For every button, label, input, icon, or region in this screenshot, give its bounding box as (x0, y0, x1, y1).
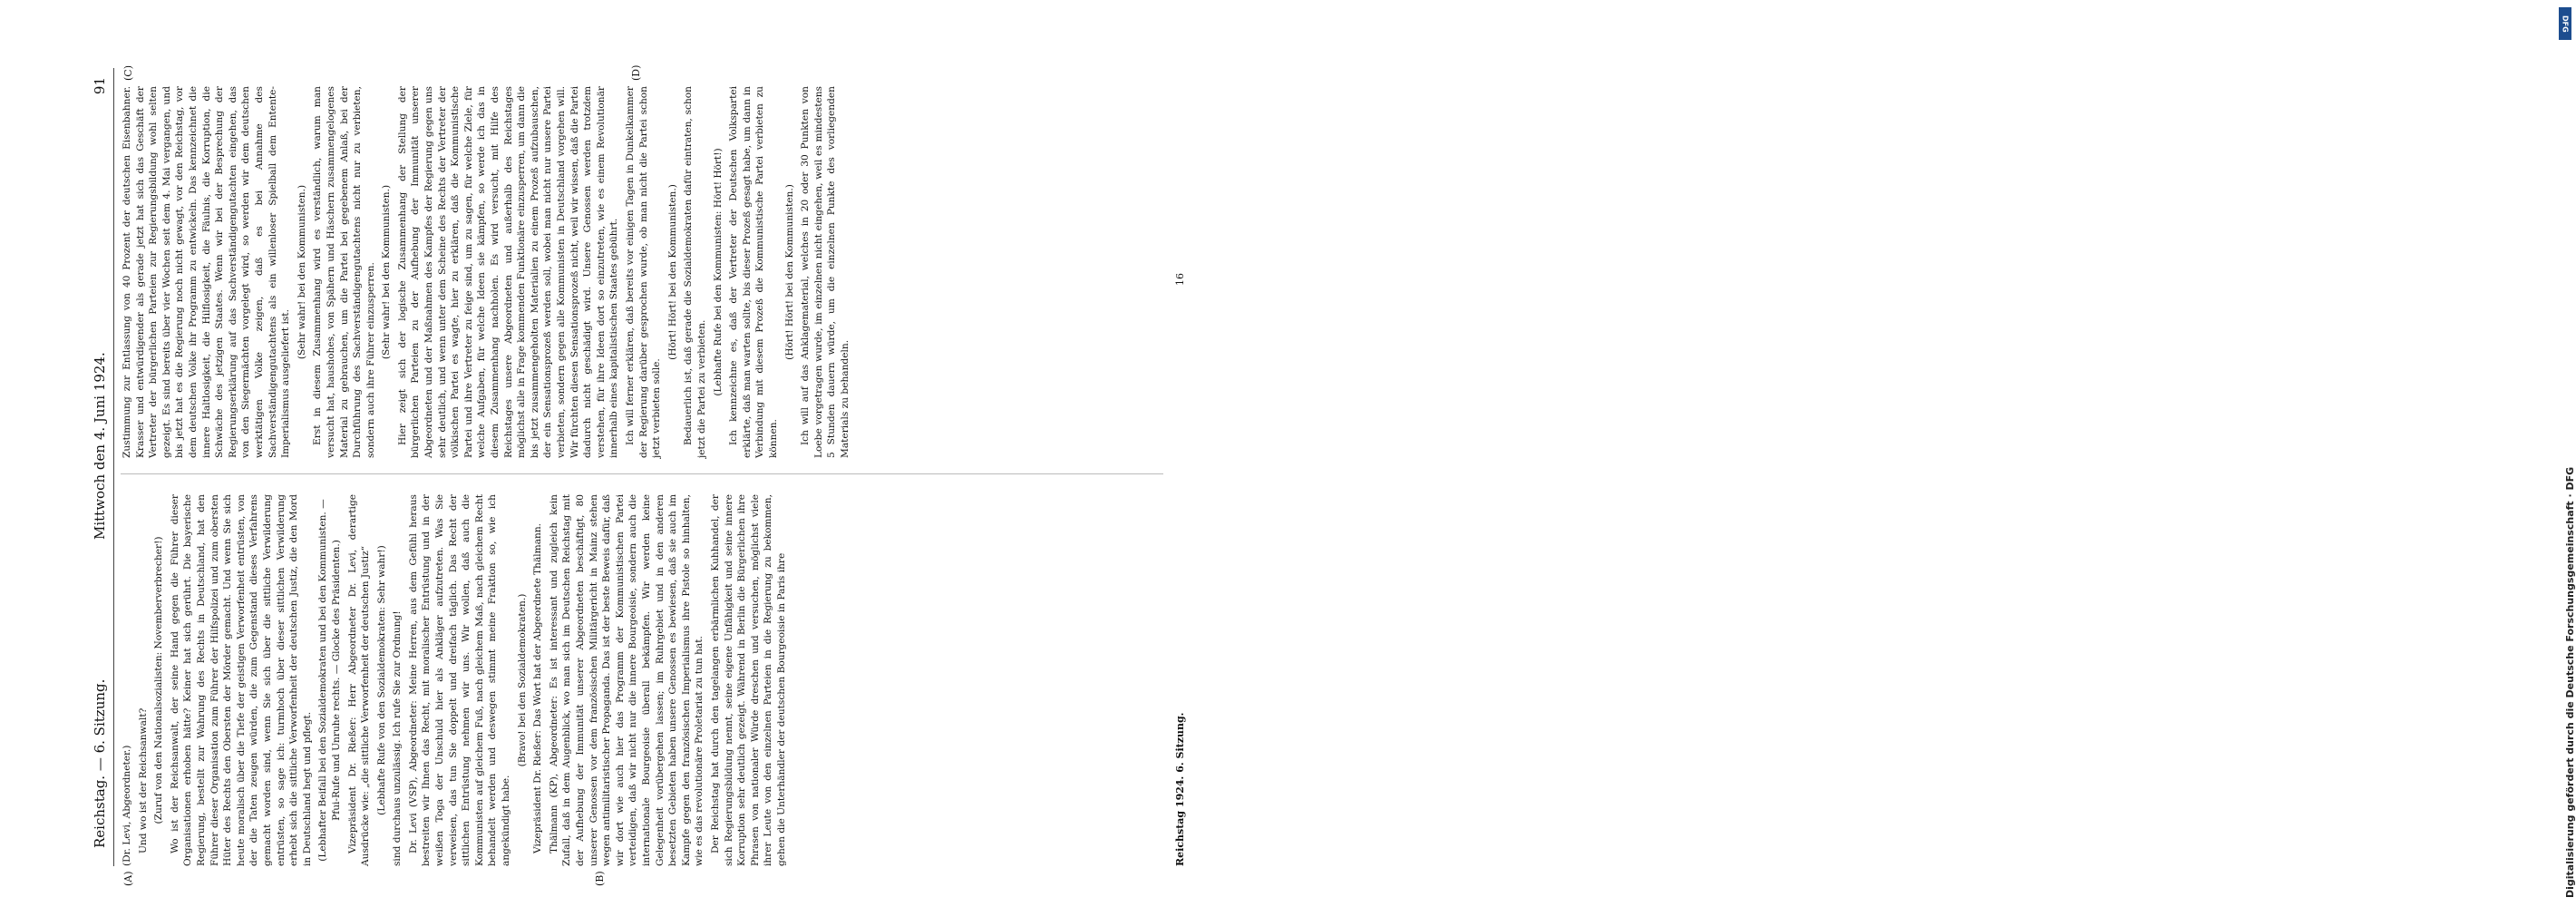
paragraph: Der Reichstag hat durch den tagelangen erbärmlichen Kuhhandel, der sich Regierungsbildung nennt, seine eigene Unfähigkeit und seine innere Korruption sehr deutlich gezeigt. Während in Berlin die Bürgerlichen ihre Phrasen von nationaler Würde dreschen und versuchen, möglichst viele ihrer Leute von den einzelnen Parteien in die Regierung zu bekommen, gehen die Unterhändler der deutschen Bourgeoisie in Paris ihre (709, 494, 787, 866)
interjection: (Zuruf von den Nationalsozialisten: Novemberverbrecher!) (153, 536, 165, 824)
credit-strip (1273, 0, 2576, 907)
marker-a: (A) (122, 871, 134, 886)
interjection: (Lebhafte Rufe von den Sozialdemokraten: Sehr wahr!) (375, 545, 387, 815)
marker-d: (D) (630, 64, 642, 81)
rotated-page-content (86, 64, 1220, 886)
column-divider (121, 473, 1163, 474)
right-column (121, 86, 854, 458)
interjection: (Bravo! bei den Sozialdemokraten.) (516, 593, 528, 767)
marker-c: (C) (122, 65, 134, 81)
paragraph: Ich kennzeichne es, daß der Vertreter der Deutschen Volkspartei erklärte, daß man warten sollte, bis dieser Prozeß gesagt habe, um dann in Verbindung mit diesem Prozeß die Kommunistische Partei verbieten zu können. (728, 86, 779, 458)
digitization-credit: Digitalisierung gefördert durch die Deutsche Forschungsgemeinschaft · DFG (2564, 466, 2576, 898)
interjection: (Hört! Hört! bei den Kommunisten.) (666, 184, 678, 360)
sheet-number: 16 (1174, 273, 1186, 286)
page-header (86, 68, 113, 866)
paragraph: (Dr. Levi, Abgeordneter.) (122, 745, 132, 866)
interjection: (Lebhafte Rufe bei den Kommunisten: Hört! Hört!) (712, 148, 724, 396)
interjection: (Lebhafter Beifall bei den Sozialdemokraten und bei den Kommunisten. — Pfui-Rufe und Unruhe rechts. — Glocke des Präsidenten.) (317, 499, 342, 862)
paragraph: Dr. Levi (VSP), Abgeordneter: Meine Herren, aus dem Gefühl heraus bestreiten wir Ihnen das Recht, mit moralischer Entrüstung und in der weißen Toga der Unschuld hier als Ankläger aufzutreten. Was Sie verweisen, das tun Sie doppelt und dreifach täglich. Das Recht der sittlichen Entrüstung nehmen wir uns. Wir wollen, daß auch die Kommunisten auf gleichem Fuß, nach gleichem Maß, nach gleichem Recht behandelt werden und deswegen stimmt meine Fraktion so, wie ich angekündigt habe. (407, 494, 512, 866)
paragraph: sind durchaus unzulässig. Ich rufe Sie zur Ordnung! (392, 610, 403, 866)
header-left: Reichstag. — 6. Sitzung. (92, 678, 108, 848)
dfg-logo-icon: DFG (2559, 7, 2571, 40)
paragraph: Zustimmung zur Entlassung von 40 Prozent der deutschen Eisenbahner. Krasser und entwürdigender als gerade jetzt hat sich das Geschäft der Vertreter der bürgerlichen Parteien zur Regierungsbildung wohl selten gezeigt. Es sind bereits über vier Wochen seit dem 4. Mai vergangen, und bis jetzt hat es die Regierung noch nicht gewagt, vor den Reichstag, vor dem deutschen Volke ihr Programm zu entwickeln. Das kennzeichnet die innere Haltlosigkeit, die Hilflosigkeit, die Fäulnis, die Korruption, die Schwäche des jetzigen Staates. Wenn wir bei der Besprechung der Regierungserklärung auf das Sachverständigengutachten eingehen, das von den Siegermächten vorgelegt wird, so werden wir dem deutschen werktätigen Volke zeigen, daß es bei Annahme des Sachverständigengutachtens als ein willenloser Spielball dem Entente-Imperialismus ausgeliefert ist. (122, 86, 292, 458)
interjection: (Sehr wahr! bei den Kommunisten.) (296, 184, 307, 360)
marker-b: (B) (594, 871, 606, 886)
header-date: Mittwoch den 4. Juni 1924. (92, 352, 108, 540)
paragraph: Ich will ferner erklären, daß bereits vor einigen Tagen in Dunkelkammer der Regierung darüber gesprochen wurde, ob man nicht die Partei schon jetzt verbieten solle. (624, 86, 663, 458)
left-column (121, 494, 792, 866)
footer-left: Reichstag 1924. 6. Sitzung. (1174, 712, 1186, 866)
paragraph: Und wo ist der Reichsanwalt? (137, 707, 149, 853)
paragraph: Vizepräsident Dr. Rießer: Herr Abgeordneter Dr. Levi, derartige Ausdrücke wie: „die sittliche Verworfenheit der deutschen Justiz“ (346, 494, 372, 866)
paragraph: Hier zeigt sich der logische Zusammenhang der Stellung der bürgerlichen Parteien zu der Aufhebung der Immunität unserer Abgeordneten und der Maßnahmen des Kampfes der Regierung gegen uns sehr deutlich, und wenn unter dem Scheine des Rechts der Vertreter der völkischen Partei es wagte, hier zu erklären, daß die Kommunistische Partei und ihre Vertreter zu feige sind, um zu sagen, für welche Ziele, für welche Aufgaben, für welche Ideen sie kämpfen, so werde ich das in diesem Zusammenhang nachholen. Es wird versucht, mit Hilfe des Reichstages unsere Abgeordneten und außerhalb des Reichstages möglichst alle in Frage kommenden Funktionäre einzusperren, um dann die bis jetzt zusammengeholten Materialien zu einem Prozeß aufzubauschen, der ein Sensationsprozeß werden soll, wobei man nicht nur unsere Partei verbieten, sondern gegen alle Kommunisten in Deutschland vorgehen will. Wir fürchten diesen Sensationsprozeß nicht, weil wir wissen, daß die Partei dadurch nicht geschädigt wird. Unsere Genossen werden trotzdem verstehen, für ihre Ideen dort so einzutreten, wie es einem Revolutionär innerhalb eines kapitalistischen Staates gebührt. (396, 86, 620, 458)
header-rule (113, 68, 114, 866)
interjection: (Sehr wahr! bei den Kommunisten.) (381, 184, 393, 360)
paragraph: Ich will auf das Anklagematerial, welches in 20 oder 30 Punkten von Loebe vorgetragen wurde, im einzelnen nicht eingehen, weil es mindestens 5 Stunden dauern würde, um die einzelnen Punkte des vorliegenden Materials zu behandeln. (800, 86, 851, 458)
paragraph: Thälmann (KP), Abgeordneter: Es ist interessant und zugleich kein Zufall, daß in dem Augenblick, wo man sich im Deutschen Reichstag mit der Aufhebung der Immunität unserer Abgeordneten beschäftigt, 80 unserer Genossen vor dem französischen Militärgericht in Mainz stehen wegen antimilitaristischer Propaganda. Das ist der beste Beweis dafür, daß wir dort wie auch hier das Programm der Kommunistischen Partei verteidigen, daß wir nicht nur die innere Bourgeoisie, sondern auch die internationale Bourgeoisie überall bekämpfen. Wir werden keine Gelegenheit vorübergehen lassen; im Ruhrgebiet und in den anderen besetzten Gebieten haben unsere Genossen es bewiesen, daß sie auch im Kampfe gegen den französischen Imperialismus ihre Pistole so hinhalten, wie es das revolutionäre Proletariat zu tun hat. (548, 494, 705, 866)
paragraph: Wo ist der Reichsanwalt, der seine Hand gegen die Führer dieser Organisationen erhoben hätte? Keiner hat sich gerührt. Die bayerische Regierung, bestellt zur Wahrung des Rechts in Deutschland, hat den Führer dieser Organisation zum Führer der Hilfspolizei und zum obersten Hüter des Rechts den Obersten der Mörder gemacht. Und wenn Sie sich heute moralisch über die Tiefe der geistigen Verworfenheit entrüsten, von der die Taten zeugen würden, die zum Gegenstand dieses Verfahrens gemacht worden sind, wenn Sie sich über die sittliche Verwilderung entrüsten, so sage ich: turmhoch über dieser sittlichen Verwilderung erhebt sich die sittliche Verworfenheit der deutschen Justiz, die den Mord in Deutschland hegt und pflegt. (169, 494, 313, 866)
paragraph: Erst in diesem Zusammenhang wird es verständlich, warum man versucht hat, haushohes, von Spähern und Häschern zusammengelogenes Material zu gebrauchen, um die Partei bei gegebenem Anlaß, bei der Durchführung des Sachverständigengutachtens nicht nur zu verbieten, sondern auch ihre Führer einzusperren. (312, 86, 376, 458)
paragraph: Vizepräsident Dr. Rießer: Das Wort hat der Abgeordnete Thälmann. (532, 522, 544, 853)
interjection: (Hört! Hört! bei den Kommunisten.) (783, 184, 795, 360)
paragraph: Bedauerlich ist, daß gerade die Sozialdemokraten dafür eintraten, schon jetzt die Partei zu verbieten. (683, 86, 707, 458)
page-number: 91 (92, 77, 108, 95)
